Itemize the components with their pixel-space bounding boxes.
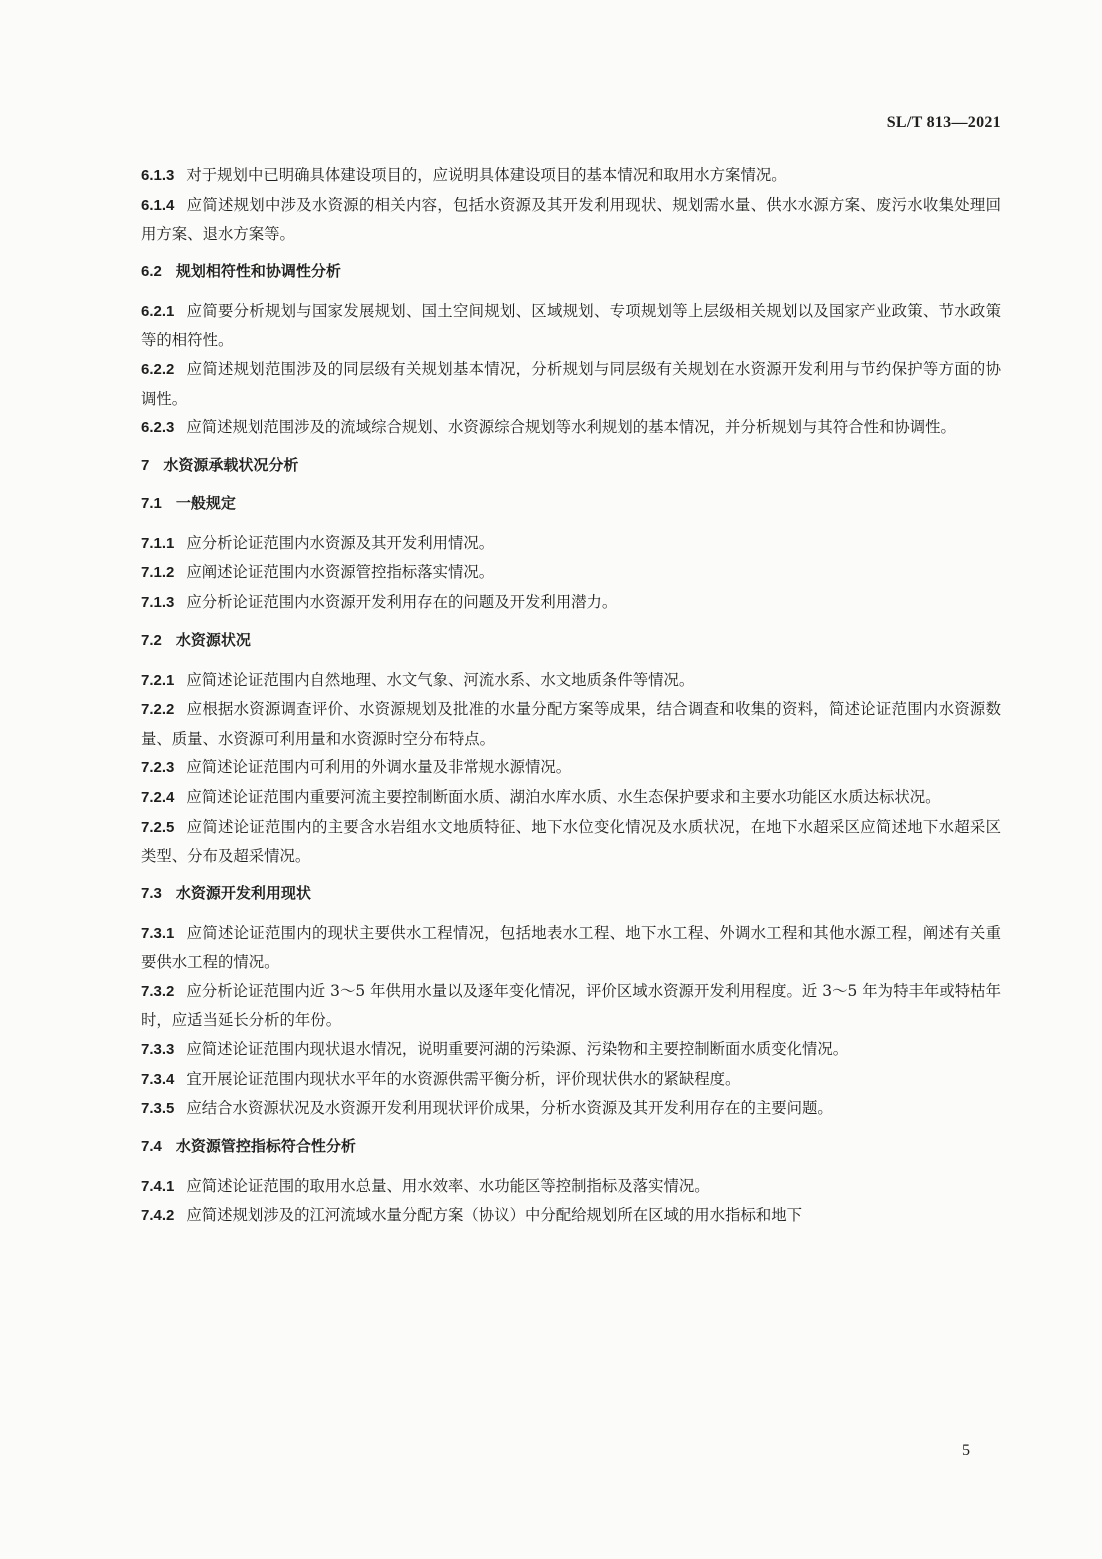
section-heading <box>141 453 1001 478</box>
clause-text: 宜开展论证范围内现状水平年的水资源供需平衡分析，评价现状供水的紧缺程度。 <box>186 1069 741 1088</box>
clause-text: 应分析论证范围内水资源及其开发利用情况。 <box>186 533 495 552</box>
clause-text: 应根据水资源调查评价、水资源规划及批准的水量分配方案等成果，结合调查和收集的资料，简述论证范围内水资源数量、质量、水资源可利用量和水资源时空分布特点。 <box>141 700 1001 748</box>
clause-paragraph <box>141 1172 1001 1202</box>
clause-paragraph <box>141 191 1001 249</box>
clause-paragraph <box>141 977 1001 1035</box>
clause-paragraph <box>141 297 1001 355</box>
clause-number: 7.3.4 <box>141 1070 175 1088</box>
clause-paragraph <box>141 529 1001 559</box>
clause-number: 7.2.4 <box>141 788 175 806</box>
clause-number: 7.1.1 <box>141 534 175 552</box>
section-number: 7.3 <box>141 884 162 902</box>
clause-text: 应简述规划范围涉及的流域综合规划、水资源综合规划等水利规划的基本情况，并分析规划与其符合性和协调性。 <box>186 418 956 437</box>
clause-text: 应简述论证范围内现状退水情况，说明重要河湖的污染源、污染物和主要控制断面水质变化情况。 <box>186 1040 849 1059</box>
clause-number: 7.2.5 <box>141 818 175 836</box>
clause-paragraph <box>141 1201 1001 1231</box>
clause-text: 应简要分析规划与国家发展规划、国土空间规划、区域规划、专项规划等上层级相关规划以及国家产业政策、节水政策等的相符性。 <box>141 301 1001 350</box>
clause-paragraph <box>141 161 1001 191</box>
clause-text: 应简述论证范围内的现状主要供水工程情况，包括地表水工程、地下水工程、外调水工程和其他水源工程，阐述有关重要供水工程的情况。 <box>141 923 1001 972</box>
clause-number: 6.2.1 <box>141 302 175 320</box>
section-heading <box>141 1134 1001 1159</box>
clause-text: 应简述论证范围内的主要含水岩组水文地质特征、地下水位变化情况及水质状况，在地下水超采区应简述地下水超采区类型、分布及超采情况。 <box>141 817 1001 866</box>
section-title: 水资源开发利用现状 <box>175 883 311 902</box>
clause-number: 6.2.2 <box>141 360 175 378</box>
clause-text: 应简述论证范围内自然地理、水文气象、河流水系、水文地质条件等情况。 <box>186 670 695 689</box>
clause-number: 7.1.2 <box>141 564 175 582</box>
document-code: SL/T 813—2021 <box>886 114 1001 131</box>
clause-number: 7.3.1 <box>141 924 175 942</box>
clause-number: 7.2.1 <box>141 671 175 689</box>
section-title: 一般规定 <box>175 493 236 512</box>
clause-paragraph <box>141 413 1001 443</box>
clause-paragraph <box>141 695 1001 753</box>
clause-number: 6.1.4 <box>141 196 175 214</box>
clause-text: 应阐述论证范围内水资源管控指标落实情况。 <box>186 563 495 582</box>
clause-number: 7.3.3 <box>141 1041 175 1059</box>
clause-paragraph <box>141 666 1001 696</box>
clause-text: 应简述论证范围内可利用的外调水量及非常规水源情况。 <box>186 758 572 777</box>
section-heading <box>141 491 1001 516</box>
document-body <box>141 161 1001 1231</box>
clause-paragraph <box>141 588 1001 618</box>
section-title: 水资源承载状况分析 <box>163 455 299 474</box>
clause-paragraph <box>141 1065 1001 1095</box>
section-title: 水资源管控指标符合性分析 <box>175 1136 356 1155</box>
clause-text: 应简述规划范围涉及的同层级有关规划基本情况，分析规划与同层级有关规划在水资源开发利用与节约保护等方面的协调性。 <box>141 359 1001 408</box>
section-heading <box>141 881 1001 906</box>
clause-text: 应简述规划中涉及水资源的相关内容，包括水资源及其开发利用现状、规划需水量、供水水源方案、废污水收集处理回用方案、退水方案等。 <box>141 195 1001 244</box>
clause-paragraph <box>141 783 1001 813</box>
section-title: 水资源状况 <box>175 630 251 649</box>
page-number: 5 <box>962 1442 970 1459</box>
clause-text: 对于规划中已明确具体建设项目的，应说明具体建设项目的基本情况和取用水方案情况。 <box>186 166 787 184</box>
clause-text: 应结合水资源状况及水资源开发利用现状评价成果，分析水资源及其开发利用存在的主要问题。 <box>186 1099 833 1118</box>
section-number: 7.1 <box>141 494 162 512</box>
clause-paragraph <box>141 355 1001 413</box>
clause-text: 应简述论证范围的取用水总量、用水效率、水功能区等控制指标及落实情况。 <box>186 1176 710 1195</box>
clause-paragraph <box>141 1035 1001 1065</box>
clause-number: 7.1.3 <box>141 593 175 611</box>
clause-number: 7.2.2 <box>141 701 175 719</box>
section-number: 6.2 <box>141 262 162 280</box>
section-title: 规划相符性和协调性分析 <box>175 261 341 280</box>
clause-number: 7.2.3 <box>141 759 175 777</box>
clause-number: 6.2.3 <box>141 419 175 437</box>
clause-number: 7.3.2 <box>141 982 175 1000</box>
clause-number: 7.3.5 <box>141 1100 175 1118</box>
section-number: 7 <box>141 456 150 474</box>
section-number: 7.2 <box>141 631 162 649</box>
clause-number: 7.4.1 <box>141 1177 175 1195</box>
clause-paragraph <box>141 1094 1001 1124</box>
clause-text: 应简述论证范围内重要河流主要控制断面水质、湖泊水库水质、水生态保护要求和主要水功能区水质达标状况。 <box>186 787 941 806</box>
section-number: 7.4 <box>141 1137 162 1155</box>
section-heading <box>141 628 1001 653</box>
clause-paragraph <box>141 753 1001 783</box>
clause-paragraph <box>141 813 1001 871</box>
clause-number: 6.1.3 <box>141 167 175 184</box>
clause-paragraph <box>141 919 1001 977</box>
clause-text: 应分析论证范围内近 3～5 年供用水量以及逐年变化情况，评价区域水资源开发利用程度。近 3～5 年为特丰年或特枯年时，应适当延长分析的年份。 <box>141 981 1001 1030</box>
clause-text: 应分析论证范围内水资源开发利用存在的问题及开发利用潜力。 <box>186 592 618 611</box>
clause-paragraph <box>141 558 1001 588</box>
section-heading <box>141 259 1001 284</box>
clause-text: 应简述规划涉及的江河流域水量分配方案（协议）中分配给规划所在区域的用水指标和地下 <box>186 1206 803 1225</box>
clause-number: 7.4.2 <box>141 1207 175 1225</box>
